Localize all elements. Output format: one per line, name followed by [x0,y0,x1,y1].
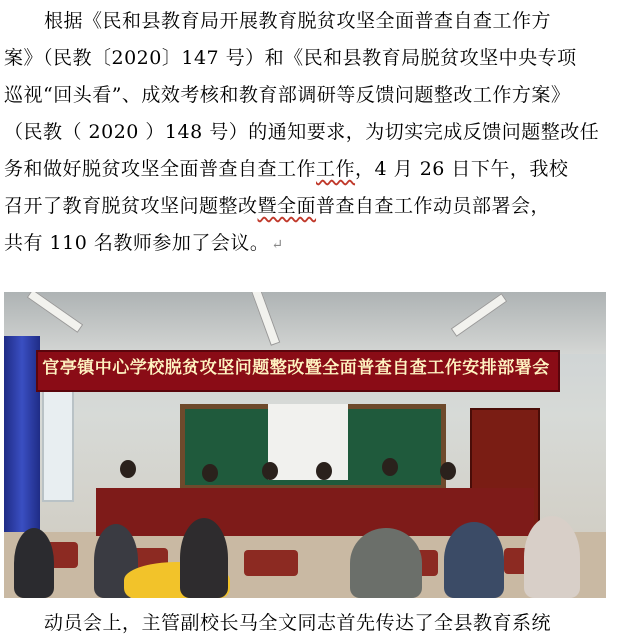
meeting-photo [4,292,606,598]
whiteboard [268,404,348,480]
presenter-head [382,458,398,476]
presenter-head [262,462,278,480]
text-segment: ，4 月 26 日下午，我校 [355,158,569,180]
article-line-7 [4,228,284,258]
article-line-6 [4,191,550,221]
text-segment: 共有 110 名教师参加了会议。 [4,232,270,254]
spellcheck-underlined-text: 工作 [316,158,356,180]
audience-member [444,522,504,598]
text-segment: 普查自查工作动员部署会， [316,195,551,217]
photo-ceiling [4,292,606,354]
article-footer-line: 动员会上，主管副校长马全文同志首先传达了全县教育系统 [44,612,552,634]
presenter-head [440,462,456,480]
text-segment: 召开了教育脱贫攻坚问题整改 [4,195,258,217]
audience-member [524,516,580,598]
article-line-4: （民教（ 2020 ）148 号）的通知要求，为切实完成反馈问题整改任 [4,121,600,143]
presenter-head [316,462,332,480]
article-line-3: 巡视“回头看”、成效考核和教育部调研等反馈问题整改工作方案》 [4,84,571,106]
text-segment: 务和做好脱贫攻坚全面普查自查工作 [4,158,317,180]
audience-chair [244,550,298,576]
room-window [42,388,74,502]
audience-member [180,518,228,598]
presenter-head [202,464,218,482]
audience-member [350,528,422,598]
article-line-5 [4,154,568,184]
audience-member [14,528,54,598]
article-line-2: 案》（民教〔2020〕147 号）和《民和县教育局脱贫攻坚中央专项 [4,47,577,69]
article-line-1: 根据《民和县教育局开展教育脱贫攻坚全面普查自查工作方 [44,10,552,32]
paragraph-return-mark: ↵ [271,237,284,253]
spellcheck-underlined-text: 暨全面 [257,195,317,217]
presenter-head [120,460,136,478]
meeting-banner-text: 官亭镇中心学校脱贫攻坚问题整改暨全面普查自查工作安排部署会 [42,358,550,378]
